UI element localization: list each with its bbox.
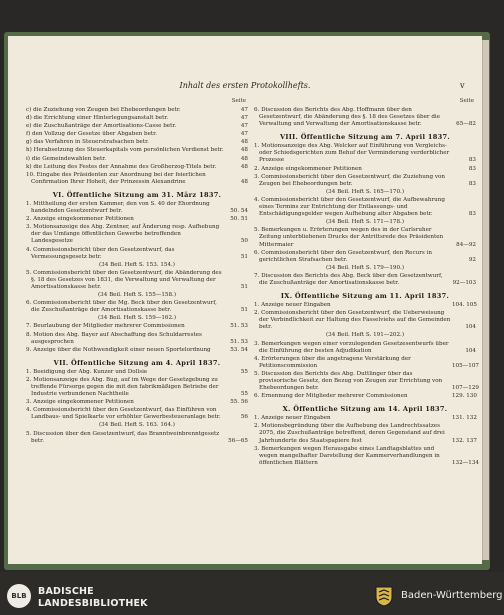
toc-entry-text: 7. Beurlaubung der Mitglieder mehrerer Commissionen bbox=[26, 323, 185, 330]
library-name-line2: LANDESBIBLIOTHEK bbox=[38, 598, 148, 609]
toc-entry-page: 129. 130 bbox=[452, 393, 477, 400]
toc-entry-text: 6. Ernennung der Mitglieder mehrerer Commissionen bbox=[254, 393, 408, 400]
page-title: Inhalt des ersten Protokollhefts. bbox=[179, 81, 311, 90]
toc-entry-page: 83 bbox=[468, 180, 476, 187]
toc-entry-page: 51 bbox=[240, 307, 248, 314]
toc-entry bbox=[254, 445, 479, 467]
toc-entry-page: 104 bbox=[465, 324, 476, 331]
reference-note: (34 Beil. Heft S. 159—162.) bbox=[97, 315, 176, 322]
partner-name: Baden-Württemberg bbox=[401, 590, 503, 601]
toc-entry-page: 48 bbox=[240, 139, 248, 146]
toc-entry-text: 4. Erörterungen über die angetragene Verstärkung der Petitionscommission bbox=[254, 355, 411, 369]
toc-entry-text: 1. Anzeige neuer Eingaben bbox=[254, 302, 331, 309]
toc-entry-page: 47 bbox=[240, 123, 248, 130]
toc-entry-page: 53. 54 bbox=[230, 346, 248, 353]
toc-entry bbox=[254, 250, 476, 264]
reference-note: (34 Beil. Heft S. 171—178.) bbox=[325, 219, 404, 226]
toc-entry-text: 9. Anzeige über die Nothwendigkeit einer neuen Sportelordnung bbox=[26, 346, 211, 353]
toc-entry-text: i) die Gemeindewahlen betr. bbox=[26, 155, 107, 162]
toc-entry-page: 51. 53 bbox=[230, 338, 248, 345]
toc-entry bbox=[26, 123, 248, 130]
toc-entry bbox=[254, 273, 476, 287]
toc-entry-page: 56—65 bbox=[228, 437, 248, 444]
toc-entry-page: 132—134 bbox=[452, 459, 479, 466]
toc-entry-text: h) Herabsetzung des Steuerkapitals vom persönlichen Verdienst betr. bbox=[26, 147, 224, 154]
toc-entry bbox=[26, 201, 248, 215]
toc-entry-page: 83 bbox=[468, 157, 476, 164]
toc-entry-text: 6. Discussion des Berichts des Abg. Hoffmann über den Gesetzentwurf, die Abänderung des §. 18 des Gesetzes über die Verwaltung und Verwaltung der Amortisationskasse betr. bbox=[254, 107, 441, 128]
left-column bbox=[26, 98, 248, 446]
toc-entry-text: 1. Beeidigung der Abg. Kunzer und Dollsie bbox=[26, 368, 148, 375]
toc-entry-text: 4. Commissionsbericht über den Gesetzentwurf, das Einführen von Landbaus- und Spielkarte vor erhöhter Gewerbesteueranlage betr. bbox=[26, 407, 221, 421]
toc-entry-page: 105—107 bbox=[452, 362, 479, 369]
toc-entry-page: 83 bbox=[468, 211, 476, 218]
toc-entry bbox=[26, 270, 248, 291]
book-page bbox=[8, 36, 482, 564]
toc-entry bbox=[26, 172, 248, 186]
toc-entry-page: 104. 105 bbox=[452, 302, 477, 309]
page-edge bbox=[482, 40, 489, 560]
session-heading: VIII. Öffentliche Sitzung am 7. April 1837. bbox=[279, 133, 451, 142]
toc-entry bbox=[26, 139, 248, 146]
toc-entry bbox=[254, 415, 476, 422]
toc-entry bbox=[254, 302, 476, 309]
toc-entry-text: 5. Discussion über den Gesetzentwurf, das Branntweinbrenntgesetz betr. bbox=[26, 430, 220, 444]
toc-entry-page: 51 bbox=[240, 283, 248, 290]
toc-entry-text: 5. Discussion des Berichts des Abg. Duttlinger über das provisorische Gesetz, den Bezug von Zeugen zur Errichtung von Ehebeordungen betr. bbox=[254, 370, 443, 392]
toc-entry-page: 84—92 bbox=[456, 241, 476, 248]
toc-entry bbox=[26, 399, 248, 406]
toc-entry-text: 2. Anzeige eingekommener Petitionen bbox=[26, 216, 134, 223]
toc-entry-page: 48 bbox=[240, 155, 248, 162]
toc-entry bbox=[26, 147, 248, 154]
toc-entry-text: 5. Commissionsbericht über den Gesetzentwurf, die Abänderung des §. 18 des Gesetzes von 1831, die Verwaltung und Verwaltung der Amortisationskasse betr. bbox=[26, 269, 222, 290]
toc-entry bbox=[26, 216, 248, 223]
session-heading: VII. Öffentliche Sitzung am 4. April 1837. bbox=[53, 358, 221, 367]
toc-entry-page: 107—129 bbox=[452, 385, 479, 392]
toc-entry bbox=[254, 423, 476, 444]
toc-entry-text: 6. Commissionsbericht über die Mg. Beck über den Gesetzentwurf, die Zuschußanträge der Amortisationskasse betr. bbox=[26, 300, 217, 314]
toc-entry-page: 48 bbox=[240, 163, 248, 170]
toc-entry bbox=[254, 341, 476, 355]
session-heading: X. Öffentliche Sitzung am 14. April 1837. bbox=[282, 405, 448, 414]
toc-entry-page: 48 bbox=[240, 147, 248, 154]
reference-note: (34 Beil. Heft S. 153. 154.) bbox=[99, 261, 175, 268]
toc-entry-text: e) die Zuschußanträge der Amortisations-Casse betr. bbox=[26, 123, 177, 130]
toc-entry-page: 51. 53 bbox=[230, 323, 248, 330]
toc-entry-page: 65—82 bbox=[456, 121, 476, 128]
toc-entry-text: c) die Zuziehung von Zeugen bei Ehebeordungen betr. bbox=[26, 107, 181, 113]
toc-entry-page: 56 bbox=[240, 414, 248, 421]
reference-note: (34 Beil. Heft S. 191—202.) bbox=[325, 332, 404, 339]
toc-entry bbox=[254, 166, 476, 173]
toc-entry-text: g) das Verfahren in Steuerstrafsachen betr. bbox=[26, 139, 149, 146]
toc-entry bbox=[26, 131, 248, 138]
toc-entry bbox=[254, 174, 476, 188]
toc-entry-page: 92—103 bbox=[452, 279, 476, 286]
toc-entry-page: 50. 54 bbox=[230, 208, 248, 215]
toc-entry bbox=[26, 377, 248, 398]
reference-note: (34 Beil. Heft S. 165—170.) bbox=[325, 188, 404, 195]
right-column bbox=[254, 98, 479, 468]
toc-entry-page: 104 bbox=[465, 347, 476, 354]
reference-note: (34 Beil. Heft S. 163. 164.) bbox=[99, 422, 175, 429]
toc-entry-text: 3. Bemerkungen wegen Herausgabe eines Landtagsblattes und wegen mangelhafter Darstellung der Kammerverhandlungen in öffentlichen Blättern bbox=[254, 445, 440, 466]
session-heading: VI. Öffentliche Sitzung am 31. März 1837. bbox=[52, 190, 222, 199]
toc-entry bbox=[26, 332, 248, 346]
toc-entry-page: 50 bbox=[240, 238, 248, 245]
toc-entry bbox=[254, 107, 476, 128]
toc-entry bbox=[26, 164, 248, 171]
toc-entry bbox=[26, 107, 248, 114]
toc-entry-page: 48 bbox=[240, 178, 248, 185]
toc-entry-page: 132. 137 bbox=[452, 437, 477, 444]
toc-entry-text: 1. Motionsanzeige des Abg. Welcker auf Einführung von Vergleichs- oder Schiedsgerichten zum Behuf der Verminderung verderblicher Prozesse bbox=[254, 143, 450, 164]
toc-entry-page: 47 bbox=[240, 107, 248, 113]
toc-entry-text: 7. Discussion des Berichts des Abg. Beck über den Gesetzentwurf, die Zuschußanträge der Amortisationskasse betr. bbox=[254, 272, 443, 286]
toc-entry bbox=[26, 156, 248, 163]
toc-entry-text: 1. Anzeige neuer Eingaben bbox=[254, 415, 331, 422]
toc-entry-page: 47 bbox=[240, 131, 248, 138]
blb-logo-text: BLB bbox=[11, 592, 27, 600]
toc-entry bbox=[26, 369, 248, 376]
toc-entry-text: 3. Commissionsbericht über den Gesetzentwurf, die Zuziehung von Zeugen bei Ehebeordungen betr. bbox=[254, 173, 445, 187]
toc-entry bbox=[26, 300, 248, 314]
toc-entry bbox=[26, 247, 248, 261]
toc-entry-text: 2. Motionsanzeige des Abg. Bug, auf im Wege der Gesetzgebung zu treffende Fürsorge gegen die mit den fabrikmäßigen Betriebe der Industrie verbundenen Nachtheile bbox=[26, 376, 219, 398]
toc-entry-text: 10. Eingabe des Präsidenten zur Anordnung bei der feierlichen Confirmation Ihrer Hoheit, der Prinzessin Alexandrine bbox=[26, 171, 206, 185]
toc-entry-text: 3. Anzeige eingekommener Petitionen bbox=[26, 399, 134, 406]
toc-entry-text: 4. Commissionsbericht über den Gesetzentwurf, die Aufbewahrung eines Termins zur Entrichtung der Entlassungs- und Entschädigungsgelder wegen Aufhebung alter Abgaben betr. bbox=[254, 196, 445, 218]
toc-entry bbox=[254, 393, 476, 400]
toc-entry bbox=[254, 310, 476, 331]
toc-entry-text: 6. Commissionsbericht über den Gesetzentwurf, den Recurs in gerichtlichen Strafsachen betr. bbox=[254, 249, 432, 263]
toc-entry-text: 2. Motionsbegründung über die Aufhebung des Landrechtssatzes 2075, die Zuschußanträge betreffend, deren Gegenstand auf drei Jahrhunderte des Staatspapiere fest bbox=[254, 423, 445, 444]
toc-entry-text: 4. Commissionsbericht über den Gesetzentwurf, das Vermessungsgesetz betr. bbox=[26, 246, 175, 260]
toc-entry-page: 47 bbox=[240, 115, 248, 122]
toc-entry-page: 50. 51 bbox=[230, 216, 248, 223]
toc-entry bbox=[26, 431, 248, 445]
seite-label: Seite bbox=[459, 98, 474, 104]
toc-entry bbox=[254, 143, 476, 164]
toc-entry-page: 55 bbox=[240, 391, 248, 398]
blb-logo-icon bbox=[7, 584, 31, 608]
toc-entry-text: 1. Mittheilung der ersten Kammer, den von S. 40 der Ehordnung handelnden Gesetzentwurf betr. bbox=[26, 200, 210, 215]
toc-entry-page: 83 bbox=[468, 165, 476, 172]
toc-entry-text: 3. Bemerkungen wegen einer vorzulegenden Gesetzesentwurfs über die Einführung der besten Adjudikation bbox=[254, 340, 449, 354]
toc-entry-page: 55. 56 bbox=[230, 399, 248, 406]
toc-entry-text: 8. Motion des Abg. Bayer auf Abschaffung des Schuldarrestes ausgesprochen bbox=[26, 331, 202, 345]
bw-crest-icon bbox=[374, 585, 394, 607]
reference-note: (34 Beil. Heft S. 179—190.) bbox=[325, 264, 404, 271]
toc-entry-page: 55 bbox=[240, 368, 248, 375]
toc-entry bbox=[254, 355, 479, 370]
seite-label: Seite bbox=[231, 98, 246, 104]
toc-entry bbox=[254, 197, 476, 218]
session-heading: IX. Öffentliche Sitzung am 11. April 1837. bbox=[280, 292, 450, 301]
toc-entry bbox=[254, 370, 479, 392]
toc-entry-page: 51 bbox=[240, 253, 248, 260]
toc-entry-text: 2. Commissionsbericht über den Gesetzentwurf, die Ueberweisung der Verbindlichkeit zur Haltung des Fasselviehs auf die Gemeinden betr. bbox=[254, 310, 451, 331]
toc-entry-text: k) die Leitung des Festes der Annahme des Großherzog-Titels betr. bbox=[26, 163, 217, 170]
page-number: v bbox=[460, 81, 465, 90]
toc-entry bbox=[26, 224, 248, 245]
toc-entry-text: 5. Bemerkungen u. Erörterungen wegen des in der Carlsruher Zeitung unterbliebenen Drucks der Antrittsrede des Präsidenten Mittermaier bbox=[254, 227, 444, 248]
toc-entry-text: 3. Motionsanzeige des Abg. Zentner, auf Änderung resp. Aufhebung der das Umfange öffentlichen Gewerbe betreffenden Landesgesetze bbox=[26, 224, 220, 245]
toc-entry bbox=[26, 407, 248, 421]
reference-note: (34 Beil. Heft S. 155—158.) bbox=[97, 292, 176, 299]
toc-entry-page: 131. 132 bbox=[452, 415, 477, 422]
toc-entry bbox=[26, 347, 248, 354]
library-name-line1: BADISCHE bbox=[38, 586, 94, 597]
toc-entry bbox=[26, 323, 248, 330]
toc-entry-page: 92 bbox=[468, 256, 476, 263]
toc-entry-text: d) die Errichtung einer Hinterlegungsanstalt betr. bbox=[26, 115, 169, 122]
toc-entry-text: 2. Anzeige eingekommener Petitionen bbox=[254, 165, 362, 172]
toc-entry bbox=[26, 115, 248, 122]
toc-entry bbox=[254, 227, 476, 248]
toc-entry-text: f) den Vollzug der Gesetze über Abgaben betr. bbox=[26, 131, 157, 138]
